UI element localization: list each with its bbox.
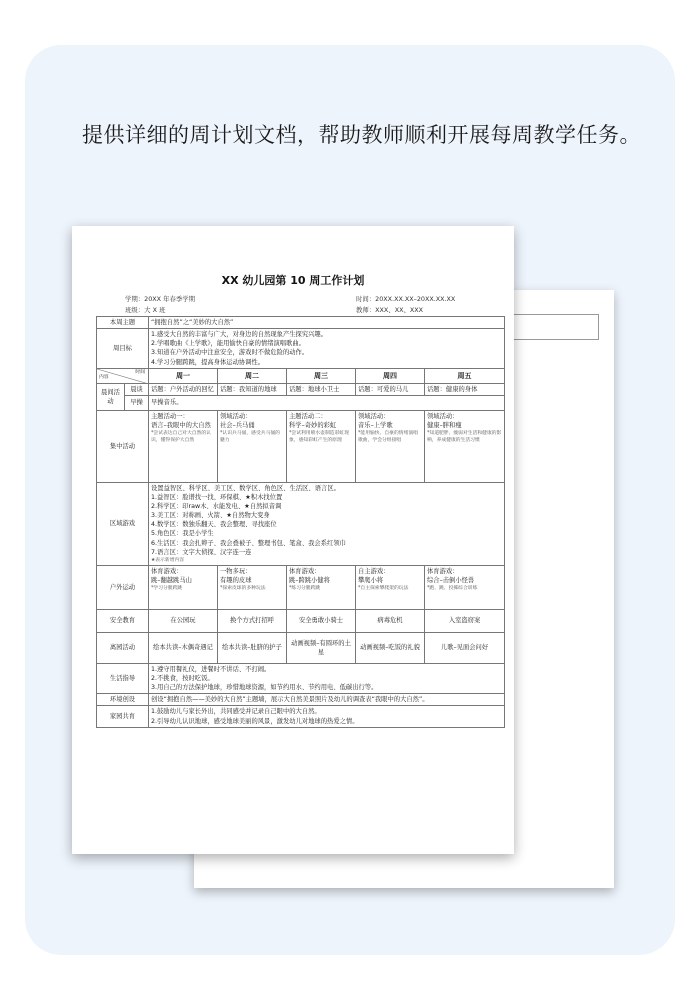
env-value: 创设“拥抱自然——美妙的大自然”主题墙，展示大自然美景照片及幼儿的调查表“我眼中的大自然”。: [149, 694, 505, 706]
corner-cell: [97, 368, 149, 383]
morning-chat-row: [97, 383, 505, 395]
group-cell: [149, 410, 218, 482]
life-guidance-row: [97, 663, 505, 693]
share-cell: 绘本共读–木偶奇遇记: [149, 632, 218, 663]
safety-cell: 安全勇敢小骑士: [287, 609, 356, 632]
home-item: 2.引导幼儿认识地球，感受地球美丽的风景，激发幼儿对地球的热爱之情。: [151, 717, 359, 725]
goal-item: 1.感受大自然的丰富与广大，对身边的自然现象产生探究兴趣。: [151, 331, 328, 339]
group-activity-row: [97, 410, 505, 482]
share-label: 离园活动: [97, 632, 149, 663]
share-cell: 绘本共读–肚脐的护子: [218, 632, 287, 663]
safety-cell: 换个方式打招呼: [218, 609, 287, 632]
goal-item: 4.学习分腿跨跳，提高身体运动协调性。: [151, 358, 265, 366]
safety-cell: 病毒危机: [356, 609, 425, 632]
area-item: 5.角色区：我是小学生: [151, 530, 214, 538]
life-item: 3.用自己的方法保护地球，珍惜地球资源，如节约用水、节约用电、低碳出行等。: [151, 684, 378, 692]
outdoor-type: 体育游戏：: [427, 567, 459, 575]
area-item: 设置益智区、科学区、美工区、数学区、角色区、生活区、语言区。: [151, 484, 340, 492]
group-title: 科学–奇妙的彩虹: [289, 421, 337, 429]
group-note: *尝试利用喷水壶制造彩虹现象，感知彩虹产生的原理: [289, 431, 349, 444]
outdoor-note: *探索皮球的多种玩法: [220, 586, 266, 592]
outdoor-title: 有趣的皮球: [220, 577, 252, 585]
outdoor-cell: [218, 565, 287, 609]
exercise-label: 早操: [125, 395, 149, 410]
day-header: 周一: [149, 368, 218, 383]
outdoor-type: 体育游戏：: [289, 567, 321, 575]
home-school-row: [97, 706, 505, 727]
life-item: 2.不挑食，按时吃饭。: [151, 675, 214, 683]
area-item: 3.美工区：对称画、火箭、★自然物大变身: [151, 512, 270, 520]
chat-cell: 话题：可爱的马儿: [356, 383, 425, 395]
chat-cell: 话题：户外活动的回忆: [149, 383, 218, 395]
day-header-row: [97, 368, 505, 383]
group-type: 领域活动：: [358, 412, 390, 420]
share-cell: 动画视频–吃饭的礼貌: [356, 632, 425, 663]
morning-label: 晨间活动: [97, 383, 125, 410]
area-note: ★表示新增内容: [151, 557, 185, 563]
chat-cell: 话题：健康的身体: [425, 383, 505, 395]
safety-row: [97, 609, 505, 632]
day-header: 周四: [356, 368, 425, 383]
outdoor-note: *练习分腿跨跳: [289, 586, 321, 592]
group-note: *尝试表达自己对大自然的认识，懂得保护大自然: [151, 431, 211, 444]
safety-cell: 在公园玩: [149, 609, 218, 632]
area-item: 1.益智区：脸谱找一找、环保棋、★积木找位置: [151, 493, 283, 501]
weekly-plan-table: [96, 316, 505, 728]
env-label: 环境创设: [97, 694, 149, 706]
chat-cell: 话题：我知道的地球: [218, 383, 287, 395]
share-cell: 动画视频–有圆环的土星: [287, 632, 356, 663]
area-list: [149, 482, 505, 565]
outdoor-title: 综合–击倒小怪兽: [427, 577, 475, 585]
theme-row: [97, 317, 505, 329]
group-cell: [425, 410, 505, 482]
outdoor-title: 攀爬小将: [358, 577, 384, 585]
theme-label: 本周主题: [97, 317, 149, 329]
chat-label: 晨谈: [125, 383, 149, 395]
day-header: 周二: [218, 368, 287, 383]
home-list: [149, 706, 505, 727]
semester-field: 学期：20XX 年春季学期: [125, 295, 196, 303]
exercise-value: 早操音乐。: [149, 395, 505, 410]
life-item: 1.遵守用餐礼仪，进餐时不讲话、不打闹。: [151, 665, 271, 673]
area-item: 4.数学区：数独乐翻天、我会整理、寻找座位: [151, 521, 277, 529]
document-title: XX 幼儿园第 10 周工作计划: [221, 274, 365, 287]
group-note: *认识兵马俑，感受兵马俑的魅力: [220, 431, 280, 444]
goals-row: [97, 329, 505, 369]
outdoor-note: *自主探索攀爬架的玩法: [358, 586, 409, 592]
environment-row: [97, 694, 505, 706]
day-header: 周三: [287, 368, 356, 383]
group-cell: [356, 410, 425, 482]
goal-item: 3.知道在户外活动中注意安全，游戏时不做危险的动作。: [151, 349, 309, 357]
safety-cell: 入室盗窃案: [425, 609, 505, 632]
time-field: 时间：20XX.XX.XX–20XX.XX.XX: [356, 295, 456, 303]
group-note: *能用愉快、自豪的情绪演唱歌曲，学会分组接唱: [358, 431, 418, 444]
outdoor-note: *学习分腿跨跳: [151, 586, 183, 592]
outdoor-type: 自主游戏：: [358, 567, 390, 575]
life-list: [149, 663, 505, 693]
chat-cell: 话题：地球小卫士: [287, 383, 356, 395]
outdoor-cell: [425, 565, 505, 609]
goal-item: 2.学唱歌曲《上学歌》，能用愉快自豪的情绪演唱歌曲。: [151, 340, 305, 348]
back-page-table-edge: [510, 314, 599, 340]
headline-text: 提供详细的周计划文档，帮助教师顺利开展每周教学任务。: [82, 123, 641, 147]
corner-content-label: 内容: [99, 374, 109, 380]
outdoor-title: 跳–跨跳小健将: [289, 577, 330, 585]
group-cell: [287, 410, 356, 482]
group-label: 集中活动: [97, 410, 149, 482]
outdoor-cell: [356, 565, 425, 609]
leaving-activity-row: [97, 632, 505, 663]
outdoor-label: 户外运动: [97, 565, 149, 609]
group-title: 健康–胖和瘦: [427, 421, 462, 429]
area-item: 2.科学区：印raw木、水能发电、★自然拟音调: [151, 503, 282, 510]
area-item: 6.生活区：我会扎辫子、我会叠被子、整理书包、笔盒、我会系红领巾: [151, 539, 346, 547]
home-label: 家园共育: [97, 706, 149, 727]
outdoor-title: 跳–翻越跳马山: [151, 577, 192, 585]
safety-label: 安全教育: [97, 609, 149, 632]
group-type: 领域活动：: [427, 412, 459, 420]
outdoor-row: [97, 565, 505, 609]
group-title: 语言–我眼中的大自然: [151, 421, 211, 429]
share-cell: 儿歌–见面会问好: [425, 632, 505, 663]
life-label: 生活指导: [97, 663, 149, 693]
headline: [72, 118, 652, 152]
home-item: 1.鼓励幼儿与家长外出，共同感受并记录自己眼中的大自然。: [151, 708, 321, 716]
goals-list: [149, 329, 505, 369]
group-type: 主题活动一：: [151, 412, 189, 420]
class-field: 班级：大 X 班: [125, 306, 166, 314]
group-title: 音乐–上学歌: [358, 421, 393, 429]
day-header: 周五: [425, 368, 505, 383]
outdoor-type: 体育游戏：: [151, 567, 183, 575]
outdoor-type: 一物多玩：: [220, 567, 252, 575]
group-note: *知道肥胖、瘦弱对生活和健康的影响，养成健康的生活习惯: [427, 431, 502, 444]
goals-label: 周目标: [97, 329, 149, 369]
group-cell: [218, 410, 287, 482]
outdoor-cell: [149, 565, 218, 609]
area-label: 区域游戏: [97, 482, 149, 565]
teacher-field: 教师：XXX、XX、XXX: [356, 306, 423, 314]
outdoor-note: *跑、跳、投掷综合训练: [427, 586, 478, 592]
theme-value: “拥抱自然”之“美妙的大自然”: [149, 317, 505, 329]
group-type: 主题活动二：: [289, 412, 327, 420]
group-type: 领域活动：: [220, 412, 252, 420]
exercise-row: [97, 395, 505, 410]
corner-time-label: 时间: [135, 369, 145, 375]
outdoor-cell: [287, 565, 356, 609]
front-document-page: [72, 226, 514, 854]
area-game-row: [97, 482, 505, 565]
group-title: 社会–兵马俑: [220, 421, 255, 429]
area-item: 7.语言区：文字大侦探、汉字连一连: [151, 548, 252, 556]
